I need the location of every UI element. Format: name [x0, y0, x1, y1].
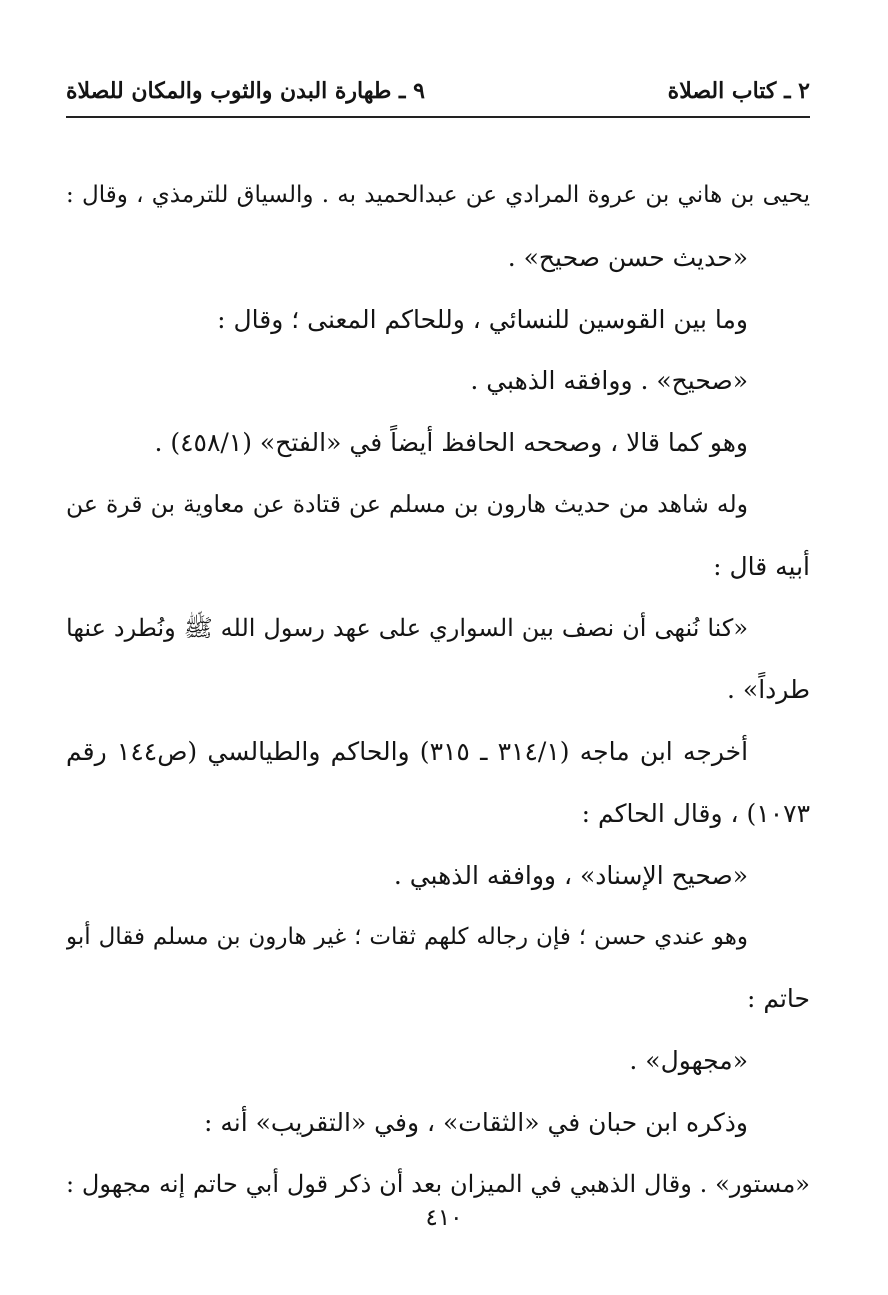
text-line: وهو كما قالا ، وصححه الحافظ أيضاً في «الفتح» (٤٥٨/١) .: [154, 428, 748, 458]
text-line: حاتم :: [746, 984, 810, 1014]
text-line: وهو عندي حسن ؛ فإن رجاله كلهم ثقات ؛ غير هارون بن مسلم فقال أبو: [66, 923, 748, 950]
text-body: [66, 165, 810, 1216]
header-rule: [66, 116, 810, 118]
text-line: «صحيح الإسناد» ، ووافقه الذهبي .: [393, 860, 748, 890]
section-title: ٩ ـ طهارة البدن والثوب والمكان للصلاة: [66, 78, 425, 104]
running-header: [66, 74, 810, 114]
text-line: «مستور» . وقال الذهبي في الميزان بعد أن ذكر قول أبي حاتم إنه مجهول :: [66, 1169, 810, 1198]
text-line: أبيه قال :: [713, 551, 810, 581]
text-line: وذكره ابن حبان في «الثقات» ، وفي «التقريب» أنه :: [203, 1107, 748, 1137]
text-line: «صحيح» . ووافقه الذهبي .: [470, 366, 748, 396]
text-line: ١٠٧٣) ، وقال الحاكم :: [581, 798, 810, 828]
text-line: «مجهول» .: [629, 1046, 748, 1076]
text-line: وما بين القوسين للنسائي ، وللحاكم المعنى ؛ وقال :: [217, 304, 748, 334]
text-line: وله شاهد من حديث هارون بن مسلم عن قتادة عن معاوية بن قرة عن: [66, 489, 748, 518]
text-line: يحيى بن هاني بن عروة المرادي عن عبدالحميد به . والسياق للترمذي ، وقال :: [66, 182, 810, 208]
text-line: «كنا نُنهى أن نصف بين السواري على عهد رسول الله ﷺ ونُطرد عنها: [66, 613, 748, 642]
text-line: أخرجه ابن ماجه (٣١٤/١ ـ ٣١٥) والحاكم والطيالسي (ص١٤٤ رقم: [66, 737, 749, 767]
text-line: «حديث حسن صحيح» .: [507, 242, 748, 272]
text-line: طرداً» .: [727, 675, 810, 705]
chapter-title: ٢ ـ كتاب الصلاة: [667, 78, 810, 104]
page-number: ٤١٠: [425, 1205, 463, 1231]
